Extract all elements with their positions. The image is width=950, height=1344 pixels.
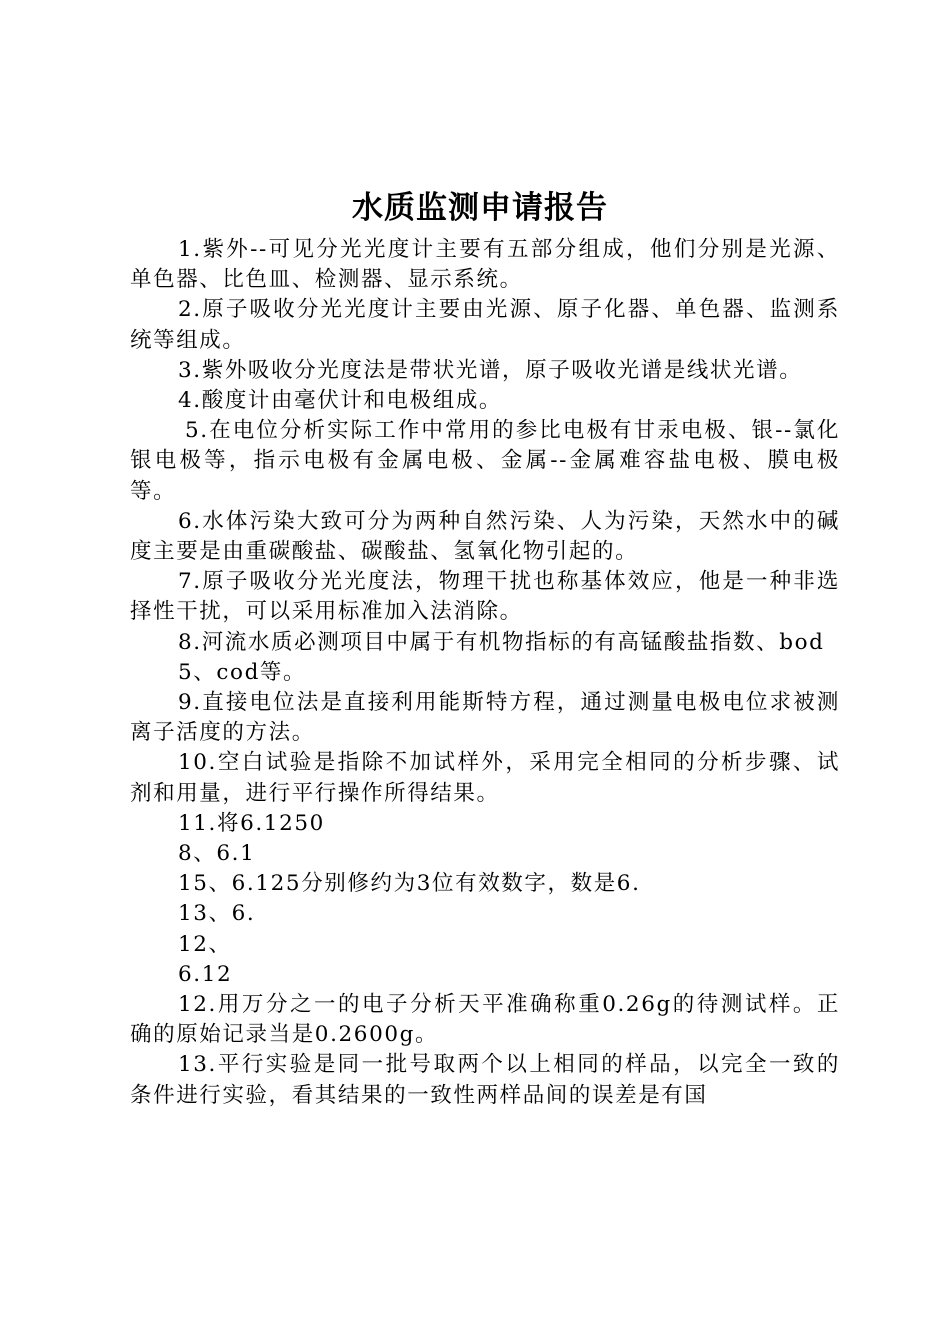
paragraph-8-continued: 5、cod等。	[178, 659, 307, 685]
paragraph-11-line-4: 13、6.	[178, 901, 256, 927]
paragraph-5: 5.在电位分析实际工作中常用的参比电极有甘汞电极、银--氯化银电极等，指示电极有金属电极、金属--金属难容盐电极、膜电极等。	[130, 418, 840, 504]
document-title: 水质监测申请报告	[352, 190, 608, 226]
paragraph-11-line-6: 6.12	[178, 961, 233, 987]
paragraph-8: 8.河流水质必测项目中属于有机物指标的有高锰酸盐指数、bod	[178, 629, 825, 655]
paragraph-10: 10.空白试验是指除不加试样外，采用完全相同的分析步骤、试剂和用量，进行平行操作所得结果。	[130, 750, 840, 806]
paragraph-13: 13.平行实验是同一批号取两个以上相同的样品，以完全一致的条件进行实验，看其结果的一致性两样品间的误差是有国	[130, 1052, 840, 1108]
paragraph-7: 7.原子吸收分光光度法，物理干扰也称基体效应，他是一种非选择性干扰，可以采用标准加入法消除。	[130, 569, 840, 625]
paragraph-11: 11.将6.1250	[178, 810, 325, 836]
paragraph-2: 2.原子吸收分光光度计主要由光源、原子化器、单色器、监测系统等组成。	[130, 297, 840, 353]
paragraph-4: 4.酸度计由毫伏计和电极组成。	[178, 388, 503, 414]
paragraph-11-line-5: 12、	[178, 931, 232, 957]
paragraph-1: 1.紫外--可见分光光度计主要有五部分组成，他们分别是光源、单色器、比色皿、检测器、显示系统。	[130, 237, 840, 293]
paragraph-9: 9.直接电位法是直接利用能斯特方程，通过测量电极电位求被测离子活度的方法。	[130, 690, 840, 746]
paragraph-11-line-3: 15、6.125分别修约为3位有效数字，数是6.	[178, 871, 641, 897]
paragraph-11-line-2: 8、6.1	[178, 841, 256, 867]
paragraph-12: 12.用万分之一的电子分析天平准确称重0.26g的待测试样。正确的原始记录当是0.2600g。	[130, 992, 840, 1048]
paragraph-6: 6.水体污染大致可分为两种自然污染、人为污染，天然水中的碱度主要是由重碳酸盐、碳酸盐、氢氧化物引起的。	[130, 508, 840, 565]
document-body	[130, 235, 840, 1111]
paragraph-3: 3.紫外吸收分光度法是带状光谱，原子吸收光谱是线状光谱。	[178, 357, 803, 383]
